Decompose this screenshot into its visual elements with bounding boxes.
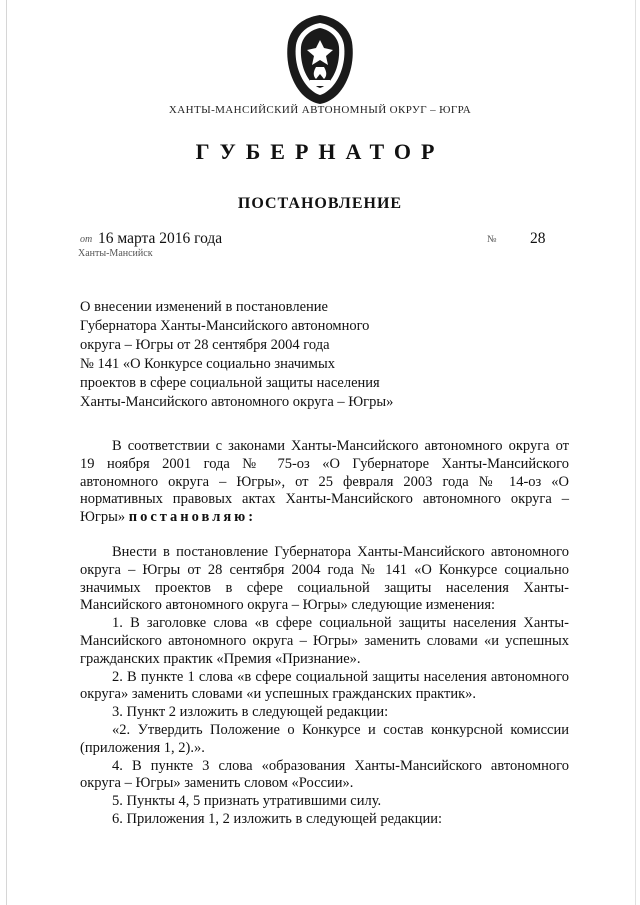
document-subject bbox=[80, 298, 430, 412]
subject-line: № 141 «О Конкурсе социально значимых bbox=[80, 356, 335, 372]
decree-word: постановляю: bbox=[128, 509, 257, 526]
amendment-item: 2. В пункте 1 слова «в сфере социальной защиты населения автономного округа» заменить словами «и успешных гражданских практик». bbox=[80, 668, 569, 703]
document-place: Ханты-Мансийск bbox=[78, 248, 153, 259]
amendment-item: 3. Пункт 2 изложить в следующей редакции: bbox=[112, 704, 389, 721]
subject-line: Губернатора Ханты-Мансийского автономного bbox=[80, 318, 370, 334]
document-number: 28 bbox=[530, 230, 546, 247]
amendment-item: «2. Утвердить Положение о Конкурсе и состав конкурсной комиссии (приложения 1, 2).». bbox=[80, 721, 569, 756]
preamble-text: В соответствии с законами Ханты-Мансийского автономного округа от 19 ноября 2001 года № 75-оз «О Губернаторе Ханты-Мансийского автономного округа – Югры», от 25 февраля 2003 года № 14-оз «О нормативных правовых актах Ханты-Мансийского автономного округа – Югры» bbox=[80, 438, 569, 526]
subject-line: проектов в сфере социальной защиты населения bbox=[80, 375, 380, 391]
subject-line: О внесении изменений в постановление bbox=[80, 299, 328, 315]
amendment-item: 5. Пункты 4, 5 признать утратившими силу. bbox=[112, 793, 382, 810]
scan-edge-right bbox=[635, 0, 636, 905]
amendment-item: 4. В пункте 3 слова «образования Ханты-Мансийского автономного округа – Югры» заменить словом «России». bbox=[80, 757, 569, 792]
date-prefix: от bbox=[80, 234, 93, 245]
amendment-item: 1. В заголовке слова «в сфере социальной защиты населения Ханты-Мансийского автономного округа – Югры» заменить словами «и успешных гражданских практик «Премия «Признание». bbox=[80, 615, 569, 667]
region-name: ХАНТЫ-МАНСИЙСКИЙ АВТОНОМНЫЙ ОКРУГ – ЮГРА bbox=[168, 104, 472, 116]
document-type: ПОСТАНОВЛЕНИЕ bbox=[237, 195, 403, 212]
preamble-paragraph bbox=[80, 438, 569, 527]
number-prefix: № bbox=[487, 234, 497, 245]
subject-line: Ханты-Мансийского автономного округа – Югры» bbox=[80, 394, 394, 410]
coat-of-arms-icon bbox=[283, 12, 357, 106]
document-date: 16 марта 2016 года bbox=[98, 230, 223, 247]
amendment-item: 6. Приложения 1, 2 изложить в следующей редакции: bbox=[112, 810, 443, 827]
intro-paragraph: Внести в постановление Губернатора Ханты-Мансийского автономного округа – Югры от 28 сентября 2004 года № 141 «О Конкурсе социально значимых проектов в сфере социальной защиты населения Ханты-Мансийского автономного округа – Югры» следующие изменения: bbox=[80, 543, 569, 614]
document-body bbox=[80, 438, 569, 829]
scan-edge-left bbox=[6, 0, 7, 905]
page-title: ГУБЕРНАТОР bbox=[195, 139, 445, 164]
subject-line: округа – Югры от 28 сентября 2004 года bbox=[80, 337, 330, 353]
